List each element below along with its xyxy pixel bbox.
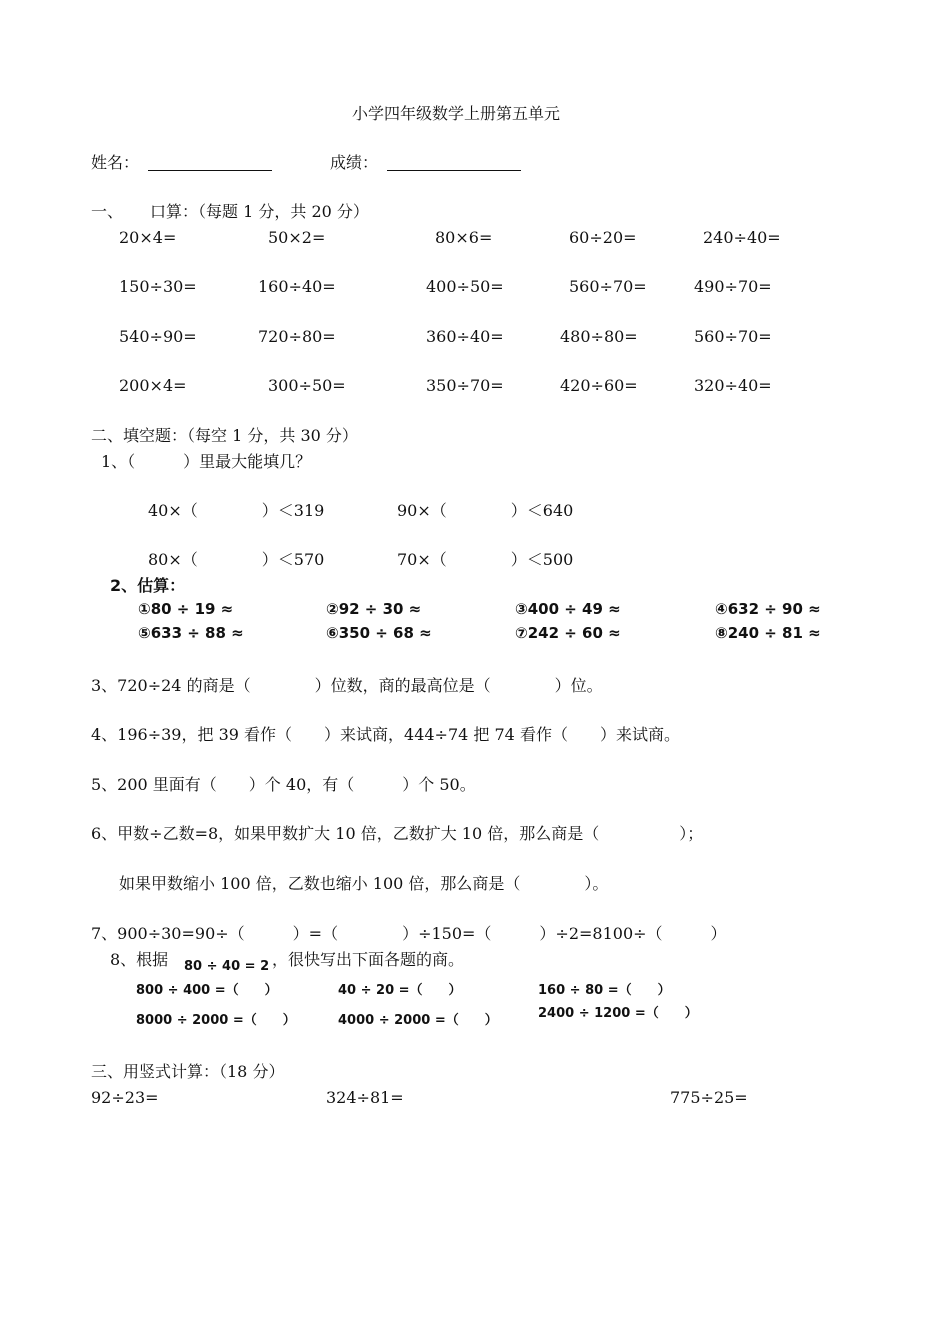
oral-calc-item: 20×4=: [119, 228, 177, 247]
section2-heading: 二、填空题：（每空 1 分，共 30 分）: [91, 426, 358, 445]
score-field-line[interactable]: [387, 170, 521, 171]
name-field-line[interactable]: [148, 170, 272, 171]
q1-item: 40×（ ）＜319: [148, 501, 325, 520]
oral-calc-item: 160÷40=: [258, 277, 336, 296]
score-label: 成绩：: [330, 153, 379, 172]
oral-calc-item: 200×4=: [119, 376, 187, 395]
q1-item: 70×（ ）＜500: [397, 550, 574, 569]
q8-item: 8000 ÷ 2000 =（ ）: [136, 1013, 296, 1028]
oral-calc-item: 50×2=: [268, 228, 326, 247]
oral-calc-item: 560÷70=: [569, 277, 647, 296]
q5-text: 5、200 里面有（ ）个 40，有（ ）个 50。: [91, 775, 476, 794]
q8-item: 2400 ÷ 1200 =（ ）: [538, 1006, 698, 1021]
q1-label: 1、（ ）里最大能填几？: [101, 452, 312, 471]
estimate-item: ⑦242 ÷ 60 ≈: [515, 624, 621, 642]
estimate-item: ⑧240 ÷ 81 ≈: [715, 624, 821, 642]
q8-item: 160 ÷ 80 =（ ）: [538, 983, 671, 998]
oral-calc-item: 420÷60=: [560, 376, 638, 395]
oral-calc-item: 240÷40=: [703, 228, 781, 247]
estimate-item: ⑥350 ÷ 68 ≈: [326, 624, 432, 642]
oral-calc-item: 540÷90=: [119, 327, 197, 346]
vertical-calc-item: 324÷81=: [326, 1088, 404, 1107]
estimate-item: ②92 ÷ 30 ≈: [326, 600, 422, 618]
q2-label: 2、估算：: [110, 576, 186, 595]
q8-item: 4000 ÷ 2000 =（ ）: [338, 1013, 498, 1028]
estimate-item: ④632 ÷ 90 ≈: [715, 600, 821, 618]
oral-calc-item: 490÷70=: [694, 277, 772, 296]
vertical-calc-item: 92÷23=: [91, 1088, 159, 1107]
oral-calc-item: 60÷20=: [569, 228, 637, 247]
q1-item: 80×（ ）＜570: [148, 550, 325, 569]
q1-item: 90×（ ）＜640: [397, 501, 574, 520]
q7-text: 7、900÷30=90÷（ ）=（ ）÷150=（ ）÷2=8100÷（ ）: [91, 924, 727, 943]
section1-heading-number: 一、: [91, 202, 124, 221]
section1-heading: 口算：（每题 1 分，共 20 分）: [150, 202, 369, 221]
q8-formula: 80 ÷ 40 = 2: [184, 959, 270, 974]
oral-calc-item: 720÷80=: [258, 327, 336, 346]
q8-item: 800 ÷ 400 =（ ）: [136, 983, 278, 998]
estimate-item: ③400 ÷ 49 ≈: [515, 600, 621, 618]
page-title: 小学四年级数学上册第五单元: [352, 104, 561, 123]
section3-heading: 三、用竖式计算：（18 分）: [91, 1062, 285, 1081]
oral-calc-item: 150÷30=: [119, 277, 197, 296]
oral-calc-item: 400÷50=: [426, 277, 504, 296]
q6-text-line2: 如果甲数缩小 100 倍，乙数也缩小 100 倍，那么商是（ ）。: [119, 874, 609, 893]
estimate-item: ①80 ÷ 19 ≈: [138, 600, 234, 618]
oral-calc-item: 360÷40=: [426, 327, 504, 346]
q4-text: 4、196÷39，把 39 看作（ ）来试商，444÷74 把 74 看作（ ）来试商。: [91, 725, 680, 744]
estimate-item: ⑤633 ÷ 88 ≈: [138, 624, 244, 642]
q8-prefix: 8、根据: [110, 950, 169, 969]
oral-calc-item: 320÷40=: [694, 376, 772, 395]
vertical-calc-item: 775÷25=: [670, 1088, 748, 1107]
q6-text-line1: 6、甲数÷乙数=8，如果甲数扩大 10 倍，乙数扩大 10 倍，那么商是（ ）；: [91, 824, 704, 843]
oral-calc-item: 350÷70=: [426, 376, 504, 395]
oral-calc-item: 300÷50=: [268, 376, 346, 395]
q8-suffix: ，很快写出下面各题的商。: [272, 950, 465, 969]
oral-calc-item: 80×6=: [435, 228, 493, 247]
q3-text: 3、720÷24 的商是（ ）位数，商的最高位是（ ）位。: [91, 676, 603, 695]
oral-calc-item: 480÷80=: [560, 327, 638, 346]
q8-item: 40 ÷ 20 =（ ）: [338, 983, 462, 998]
oral-calc-item: 560÷70=: [694, 327, 772, 346]
name-label: 姓名：: [91, 153, 140, 172]
